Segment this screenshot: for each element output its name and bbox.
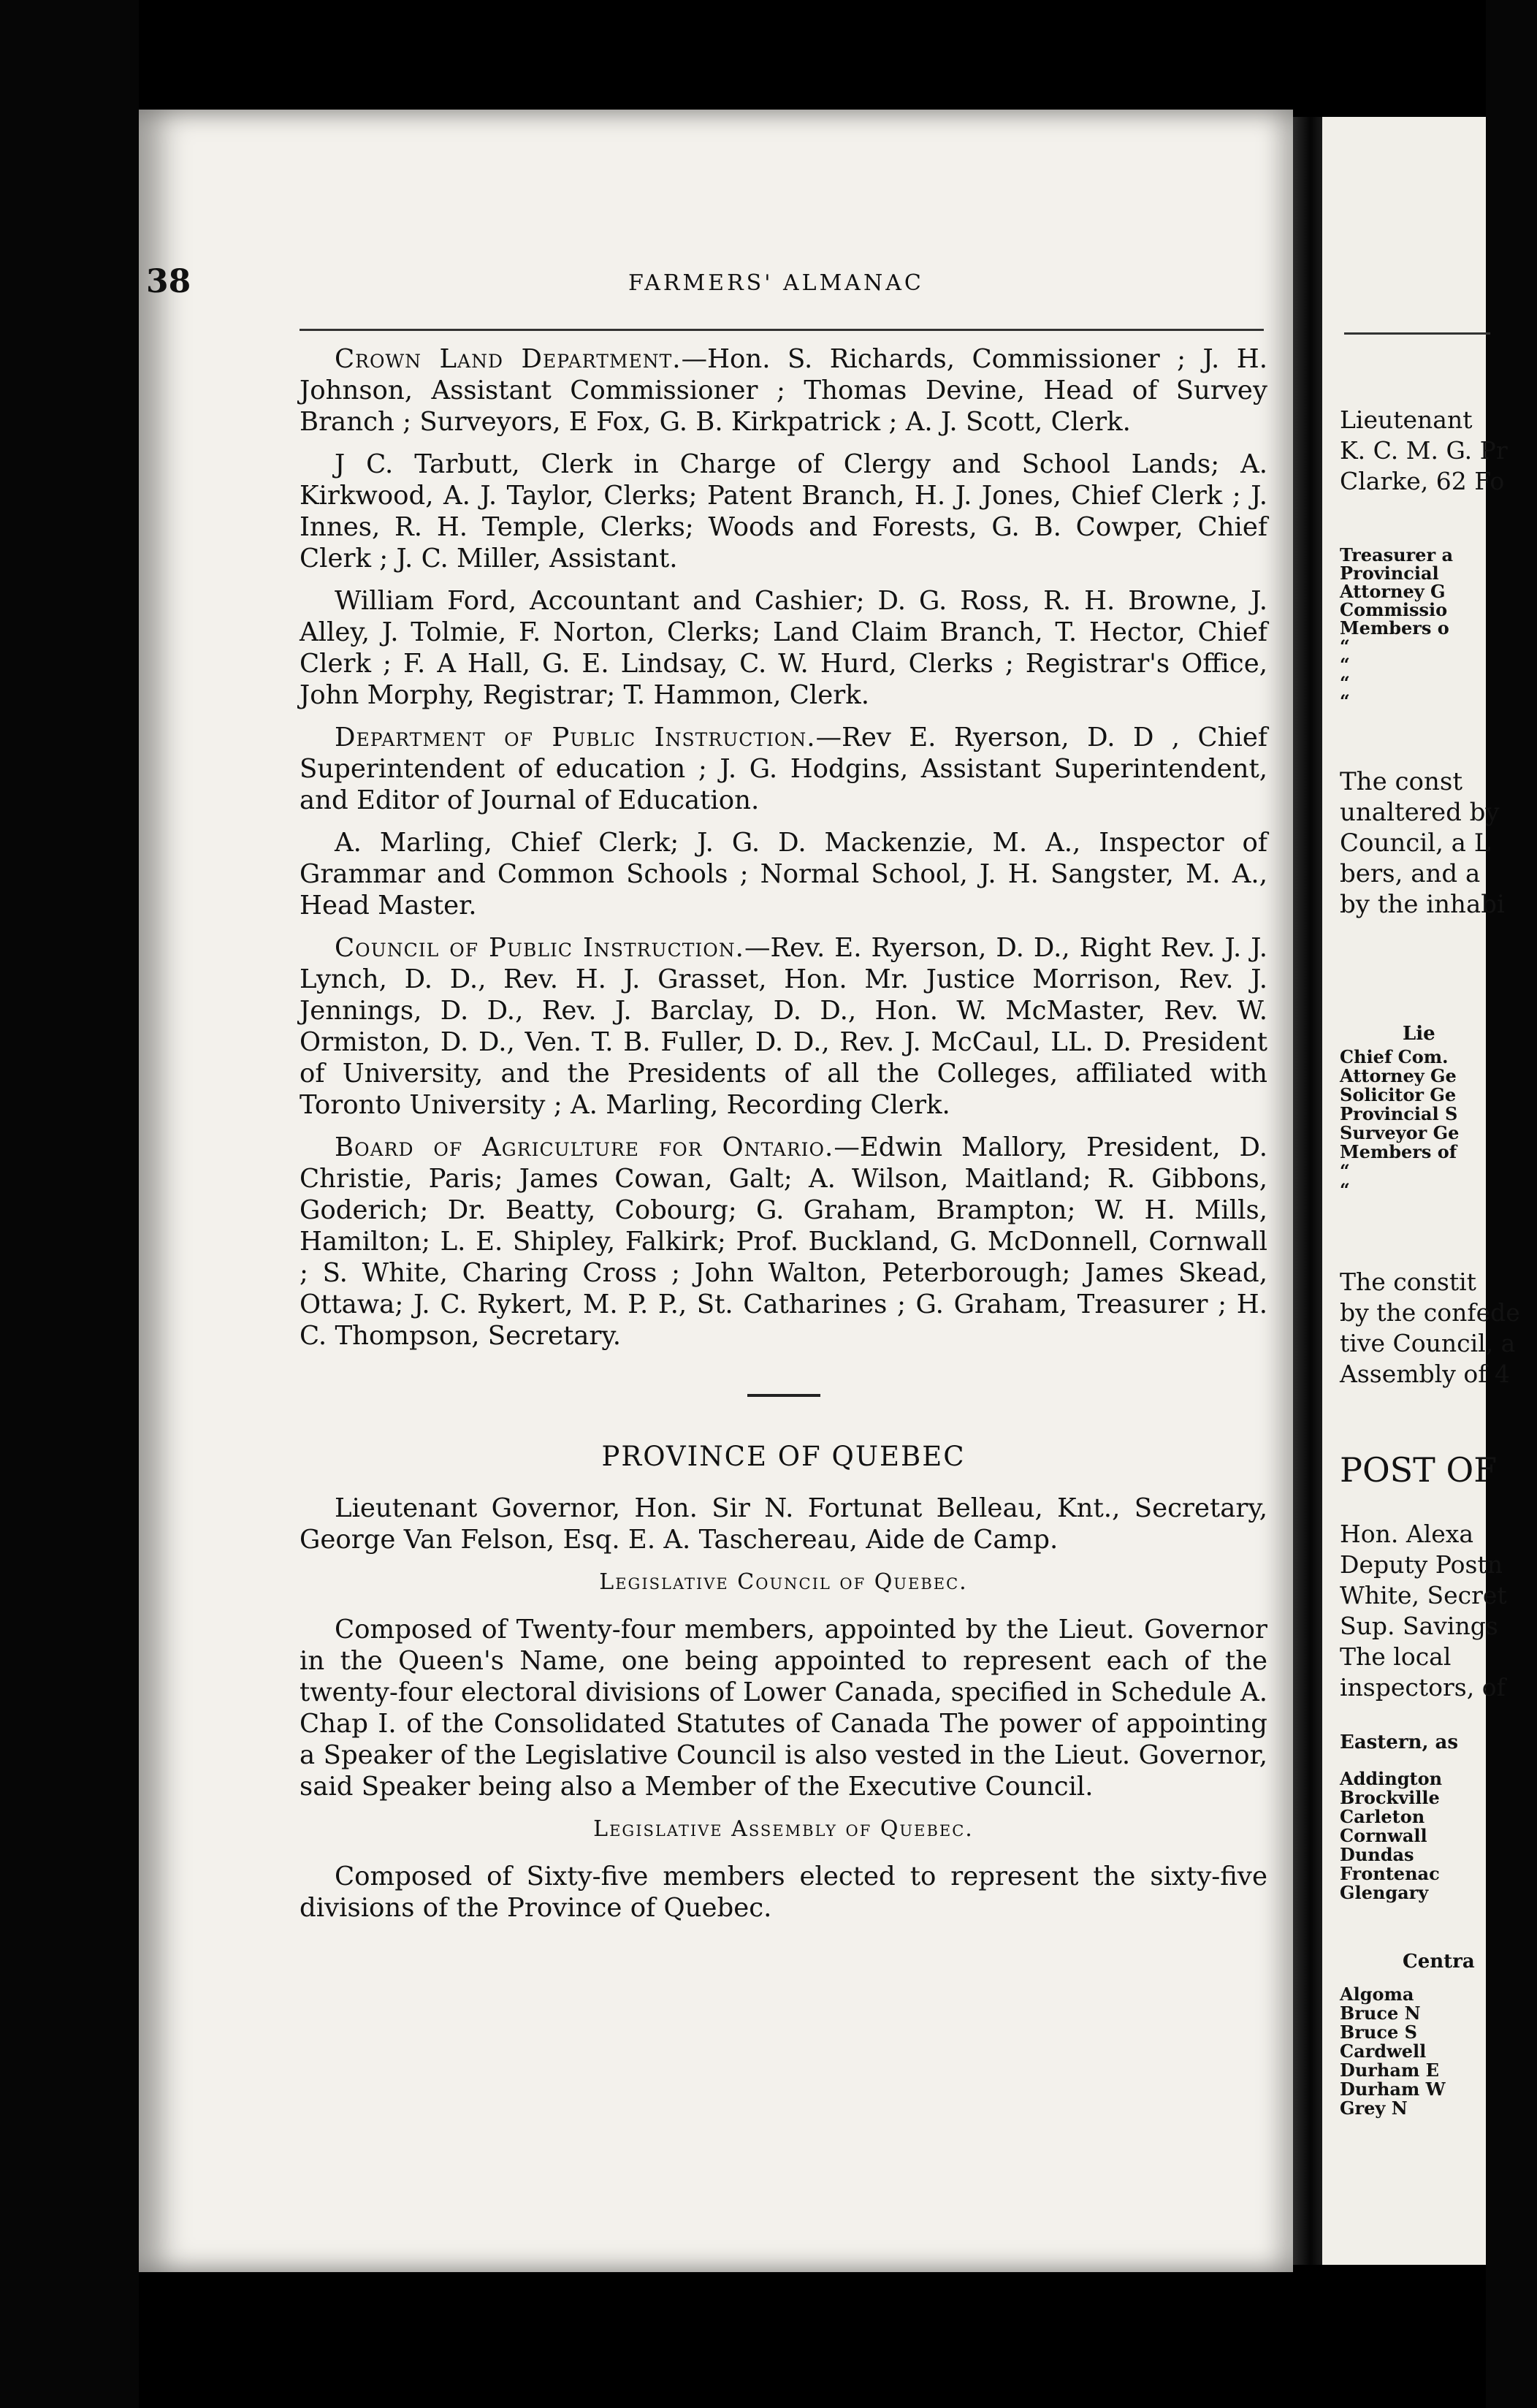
film-border-right: [1486, 0, 1537, 2408]
paragraph-quebec-governor: [300, 1493, 1267, 1555]
right-page-line: Council, a L: [1340, 828, 1491, 858]
main-column: [300, 343, 1267, 1935]
right-page-line: Attorney G: [1340, 581, 1446, 602]
right-page-line: Glengary: [1340, 1882, 1429, 1903]
right-page-line: inspectors, of: [1340, 1673, 1506, 1702]
right-page-line: Sup. Savings: [1340, 1612, 1498, 1640]
right-page-line: Cardwell: [1340, 2041, 1427, 2062]
header-rule: [300, 329, 1264, 331]
paragraph-text: Composed of Twenty-four members, appointed by the Lieut. Governor in the Queen's Name, one being appointed to represent each of the twenty-four electoral divisions of Lower Canada, specified in Schedule A. Chap I. of the Consolidated Statutes of Canada The power of appointing a Speaker of the Legislative Council is also vested in the Lieut. Governor, said Speaker being also a Member of the Executive Council.: [300, 1615, 1267, 1802]
right-page-line: “: [1340, 636, 1350, 657]
right-page-line: “: [1340, 672, 1350, 693]
legislative-council-heading: Legislative Council of Quebec.: [599, 1569, 968, 1595]
paragraph-clergy-lands: [300, 449, 1267, 574]
right-page-line: Grey N: [1340, 2098, 1408, 2119]
quebec-title: PROVINCE OF QUEBEC: [601, 1441, 966, 1472]
right-page-line: Attorney Ge: [1340, 1065, 1457, 1086]
right-page-line: Surveyor Ge: [1340, 1122, 1460, 1143]
paragraph-text: —Rev. E. Ryerson, D. D., Right Rev. J. J. Lynch, D. D., Rev. H. J. Grasset, Hon. Mr. Justice Morrison, Rev. J. Jennings, D. D., Rev. J. Barclay, D. D., Hon. W. McMaster, Rev. W. Ormiston, D. D., Ven. T. B. Fuller, D. D., Rev. J. McCaul, LL. D. President of University, and the Presidents of all the Colleges, affiliated with Toronto University ; A. Marling, Recording Clerk.: [300, 933, 1267, 1120]
film-border-left: [0, 0, 139, 2408]
right-page-line: Cornwall: [1340, 1825, 1427, 1846]
right-page-line: Chief Com.: [1340, 1046, 1449, 1067]
right-page-line: Brockville: [1340, 1787, 1440, 1808]
right-page-line: The const: [1340, 767, 1463, 796]
paragraph-heading: Board of Agriculture for Ontario.: [335, 1132, 834, 1162]
right-page-line: “: [1340, 690, 1350, 712]
paragraph-accountant: [300, 585, 1267, 711]
right-page-line: Provincial S: [1340, 1103, 1458, 1124]
right-page-line: Addington: [1340, 1768, 1443, 1789]
right-page-heading: Lie: [1403, 1023, 1435, 1045]
right-page-line: “: [1340, 1179, 1350, 1200]
right-page-line: Commissio: [1340, 599, 1448, 620]
right-page-line: Carleton: [1340, 1806, 1425, 1827]
right-page-line: Deputy Postn: [1340, 1550, 1503, 1579]
paragraph-text: J C. Tarbutt, Clerk in Charge of Clergy and School Lands; A. Kirkwood, A. J. Taylor, Clerks; Patent Branch, H. J. Jones, Chief Clerk ; J. Innes, R. H. Temple, Clerks; Woods and Forests, G. B. Cowper, Chief Clerk ; J. C. Miller, Assistant.: [300, 449, 1267, 574]
book-gutter: [1293, 117, 1322, 2265]
right-page-line: bers, and a: [1340, 859, 1481, 888]
right-page-line: Durham W: [1340, 2079, 1446, 2100]
right-page-line: Algoma: [1340, 1984, 1414, 2005]
right-page-line: Clarke, 62 Fo: [1340, 467, 1505, 495]
right-page-line: Durham E: [1340, 2060, 1439, 2081]
right-page-line: Bruce N: [1340, 2003, 1421, 2024]
paragraph-text: —Hon. S. Richards, Commissioner ; J. H. Johnson, Assistant Commissioner ; Thomas Devine, Head of Survey Branch ; Surveyors, E Fox, G. B. Kirkpatrick ; A. J. Scott, Clerk.: [300, 344, 1268, 437]
right-page-line: K. C. M. G. Pr: [1340, 436, 1508, 465]
paragraph-text: —Edwin Mallory, President, D. Christie, Paris; James Cowan, Galt; A. Wilson, Maitland; R. Gibbons, Goderich; Dr. Beatty, Cobourg; G. Graham, Brampton; W. H. Mills, Hamilton; L. E. Shipley, Falkirk; Prof. Buckland, G. McDonnell, Cornwall ; S. White, Charing Cross ; John Walton, Peterborough; James Skead, Ottawa; J. C. Rykert, M. P. P., St. Catharines ; G. Graham, Treasurer ; H. C. Thompson, Secretary.: [300, 1132, 1267, 1351]
right-page-line: Dundas: [1340, 1844, 1414, 1865]
right-page-line: Solicitor Ge: [1340, 1084, 1457, 1105]
right-page-line: Hon. Alexa: [1340, 1520, 1474, 1548]
paragraph-legislative-assembly: [300, 1861, 1267, 1924]
paragraph-board-agriculture: [300, 1132, 1267, 1352]
right-page-line: The constit: [1340, 1268, 1476, 1296]
paragraph-council-instruction: [300, 932, 1267, 1121]
right-page-line: Lieutenant: [1340, 405, 1473, 434]
right-page-line: Provincial: [1340, 563, 1439, 584]
right-page-line: Treasurer a: [1340, 544, 1454, 565]
right-page-line: by the confede: [1340, 1298, 1520, 1327]
right-page-line: by the inhabi: [1340, 890, 1505, 919]
paragraph-crown-land: [300, 343, 1267, 438]
right-page-line: “: [1340, 654, 1350, 675]
running-title: FARMERS' ALMANAC: [628, 270, 924, 296]
right-page-line: “: [1340, 1160, 1350, 1181]
right-page-line: The local: [1340, 1642, 1452, 1671]
right-page-heading: Centra: [1403, 1951, 1475, 1973]
paragraph-text: —Rev E. Ryerson, D. D , Chief Superintendent of education ; J. G. Hodgins, Assistant Superintendent, and Editor of Journal of Education.: [300, 723, 1267, 815]
right-page-line: Assembly of 4: [1340, 1360, 1510, 1388]
paragraph-marling: [300, 827, 1267, 921]
page-number: 38: [146, 263, 191, 300]
right-page-line: Members of: [1340, 1141, 1457, 1162]
right-page-heading: POST OF: [1340, 1450, 1498, 1490]
paragraph-heading: Council of Public Instruction.: [335, 933, 744, 963]
paragraph-heading: Crown Land Department.: [335, 344, 682, 374]
paragraph-text: A. Marling, Chief Clerk; J. G. D. Mackenzie, M. A., Inspector of Grammar and Common Schools ; Normal School, J. H. Sangster, M. A., Head Master.: [300, 828, 1267, 921]
right-page-line: tive Council, a: [1340, 1329, 1516, 1357]
paragraph-public-instruction: [300, 722, 1267, 816]
legislative-assembly-heading: Legislative Assembly of Quebec.: [593, 1816, 974, 1842]
right-page-heading: Eastern, as: [1340, 1731, 1459, 1753]
right-page-line: White, Secret: [1340, 1581, 1507, 1609]
right-page-line: Members o: [1340, 617, 1449, 639]
paragraph-text: William Ford, Accountant and Cashier; D. G. Ross, R. H. Browne, J. Alley, J. Tolmie, F. Norton, Clerks; Land Claim Branch, T. Hector, Chief Clerk ; F. A Hall, G. E. Lindsay, C. W. Hurd, Clerks ; Registrar's Office, John Morphy, Registrar; T. Hammon, Clerk.: [300, 586, 1267, 710]
paragraph-text: Composed of Sixty-five members elected to represent the sixty-five divisions of the Province of Quebec.: [300, 1862, 1267, 1923]
paragraph-legislative-council: [300, 1614, 1267, 1802]
right-page-line: Bruce S: [1340, 2022, 1417, 2043]
right-page-line: Frontenac: [1340, 1863, 1440, 1884]
section-divider: [747, 1394, 820, 1397]
right-page-line: unaltered by: [1340, 798, 1500, 827]
paragraph-text: Lieutenant Governor, Hon. Sir N. Fortunat Belleau, Knt., Secretary, George Van Felson, Esq. E. A. Taschereau, Aide de Camp.: [300, 1493, 1267, 1555]
paragraph-heading: Department of Public Instruction.: [335, 723, 816, 752]
